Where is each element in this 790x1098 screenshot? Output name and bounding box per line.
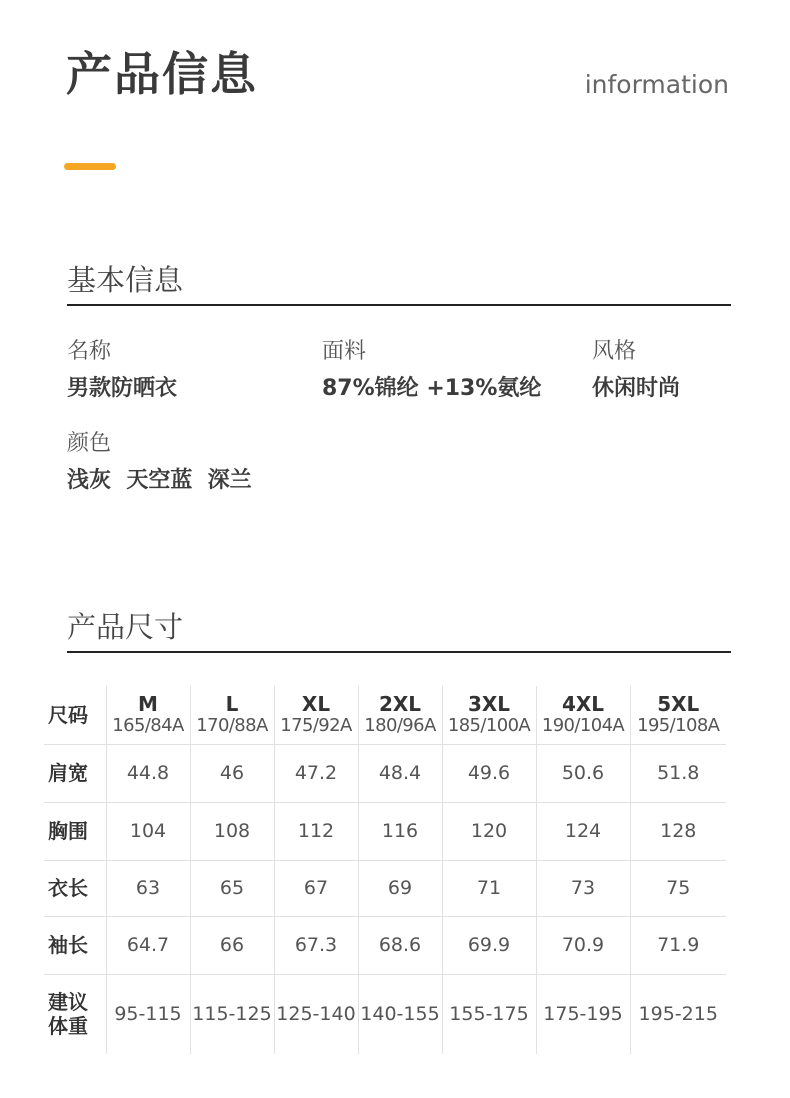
info-value: 休闲时尚 — [592, 376, 681, 401]
basic-info-divider — [67, 304, 731, 306]
size-spec: 190/104A — [541, 714, 625, 736]
table-cell: 108 — [190, 802, 274, 860]
size-spec: 180/96A — [364, 714, 436, 736]
table-cell: 120 — [442, 802, 536, 860]
row-label-line: 体重 — [48, 1014, 88, 1039]
row-label: 衣长 — [44, 860, 106, 916]
size-header-row — [44, 686, 726, 744]
table-cell: 49.6 — [442, 744, 536, 802]
table-cell: 46 — [190, 744, 274, 802]
table-cell: 140-155 — [358, 974, 442, 1054]
size-table — [44, 686, 726, 1054]
size-header-cell — [274, 686, 358, 744]
size-header-cell — [190, 686, 274, 744]
table-cell: 95-115 — [106, 974, 190, 1054]
table-cell: 67 — [274, 860, 358, 916]
table-cell: 68.6 — [358, 916, 442, 974]
table-cell: 71 — [442, 860, 536, 916]
table-cell: 66 — [190, 916, 274, 974]
size-name: XL — [301, 691, 331, 716]
accent-bar — [64, 163, 116, 170]
row-label: 尺码 — [48, 702, 88, 727]
info-label: 名称 — [67, 339, 112, 364]
table-cell: 75 — [630, 860, 726, 916]
size-name: 4XL — [561, 691, 605, 716]
table-row — [44, 974, 726, 1054]
size-header-cell — [536, 686, 630, 744]
size-name: L — [225, 691, 239, 716]
info-value: 浅灰 天空蓝 深兰 — [67, 468, 252, 493]
row-label: 袖长 — [44, 916, 106, 974]
table-cell: 112 — [274, 802, 358, 860]
table-cell: 115-125 — [190, 974, 274, 1054]
table-cell: 50.6 — [536, 744, 630, 802]
size-spec: 195/108A — [637, 714, 720, 736]
size-spec: 165/84A — [112, 714, 184, 736]
size-name: 3XL — [467, 691, 511, 716]
table-cell: 195-215 — [630, 974, 726, 1054]
size-header-cell — [442, 686, 536, 744]
info-field-style — [592, 338, 680, 403]
size-header-cell — [358, 686, 442, 744]
size-spec: 175/92A — [280, 714, 352, 736]
table-cell: 48.4 — [358, 744, 442, 802]
table-cell: 155-175 — [442, 974, 536, 1054]
size-chart-title: 产品尺寸 — [67, 610, 184, 644]
table-cell: 128 — [630, 802, 726, 860]
info-field-color — [67, 430, 252, 495]
basic-info-title: 基本信息 — [67, 263, 184, 297]
info-label: 颜色 — [67, 431, 112, 456]
size-name: 2XL — [378, 691, 422, 716]
info-field-fabric — [322, 338, 541, 403]
table-cell: 116 — [358, 802, 442, 860]
row-label-line: 建议 — [48, 990, 88, 1015]
table-row — [44, 744, 726, 802]
table-cell: 124 — [536, 802, 630, 860]
row-label: 胸围 — [44, 802, 106, 860]
table-cell: 65 — [190, 860, 274, 916]
page-title: 产品信息 — [66, 47, 258, 101]
row-label: 肩宽 — [44, 744, 106, 802]
table-row — [44, 802, 726, 860]
table-cell: 73 — [536, 860, 630, 916]
info-label: 面料 — [322, 339, 367, 364]
size-name: 5XL — [657, 691, 700, 716]
size-name: M — [138, 691, 158, 716]
size-header-cell — [106, 686, 190, 744]
table-cell: 51.8 — [630, 744, 726, 802]
table-cell: 67.3 — [274, 916, 358, 974]
table-row — [44, 916, 726, 974]
info-label: 风格 — [592, 339, 637, 364]
table-cell: 104 — [106, 802, 190, 860]
table-cell: 69 — [358, 860, 442, 916]
row-label — [44, 974, 106, 1054]
table-cell: 63 — [106, 860, 190, 916]
info-value: 男款防晒衣 — [67, 376, 178, 401]
page-subtitle: information — [584, 70, 729, 99]
size-spec: 185/100A — [447, 714, 531, 736]
table-cell: 70.9 — [536, 916, 630, 974]
table-cell: 71.9 — [630, 916, 726, 974]
table-cell: 175-195 — [536, 974, 630, 1054]
info-value: 87%锦纶 +13%氨纶 — [322, 376, 542, 401]
table-cell: 64.7 — [106, 916, 190, 974]
table-row — [44, 860, 726, 916]
table-cell: 125-140 — [274, 974, 358, 1054]
table-cell: 47.2 — [274, 744, 358, 802]
size-header-cell — [630, 686, 726, 744]
info-field-name — [67, 338, 177, 403]
size-chart-divider — [67, 651, 731, 653]
table-cell: 69.9 — [442, 916, 536, 974]
table-cell: 44.8 — [106, 744, 190, 802]
size-spec: 170/88A — [196, 714, 268, 736]
